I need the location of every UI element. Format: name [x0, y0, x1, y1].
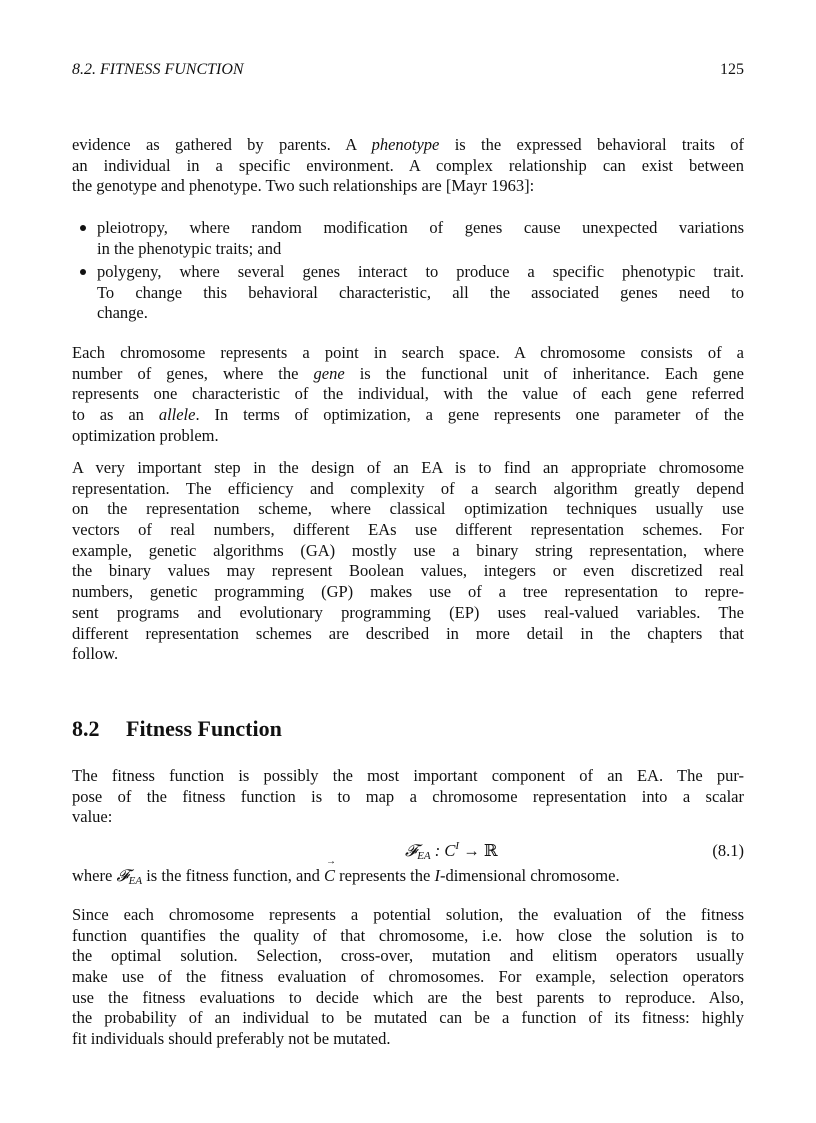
text-line — [97, 303, 744, 324]
text-segment: number of genes, where the — [72, 363, 314, 383]
text-segment: the binary values may represent Boolean values, integers or even discretized real — [72, 561, 744, 581]
text-line — [97, 283, 744, 304]
bullet-icon — [80, 269, 86, 275]
text-segment: pose of the fitness function is to map a chromosome representation into a scalar — [72, 786, 744, 806]
text-segment: . In terms of optimization, a gene represents one parameter of the — [195, 405, 745, 425]
emphasized-term: allele — [158, 405, 196, 425]
paragraph-fitness-role — [72, 905, 744, 1050]
text-line — [72, 541, 744, 562]
text-segment: To change this behavioral characteristic, all the associated genes need to — [97, 282, 744, 302]
text-line — [72, 926, 744, 947]
text-line — [72, 364, 744, 385]
text-segment: an individual in a specific environment. A complex relationship can exist between — [72, 155, 744, 175]
text-segment: optimization problem. — [72, 425, 219, 445]
paragraph-representation — [72, 458, 744, 665]
text-segment: The fitness function is possibly the most important component of an EA. The pur- — [72, 766, 744, 785]
text-line — [72, 405, 744, 426]
text-line — [72, 176, 744, 197]
text-line — [97, 239, 744, 260]
paragraph-chromosome — [72, 343, 744, 446]
text-segment: is the functional unit of inheritance. Each gene — [344, 363, 744, 383]
bullet-polygeny — [97, 262, 744, 324]
where-line: where 𝓕$_{EA}$ is the fitness function, and → C represents the I-dimensional chromosome. — [72, 866, 744, 887]
text-segment: the optimal solution. Selection, cross-over, mutation and elitism operators usually — [72, 946, 744, 966]
text-line — [72, 479, 744, 500]
page-number: 125 — [720, 61, 744, 78]
text-line — [72, 561, 744, 582]
emphasized-term: phenotype — [371, 135, 440, 154]
text-line — [72, 807, 744, 828]
text-line — [72, 156, 744, 177]
section-heading — [72, 716, 282, 742]
text-segment: follow. — [72, 644, 119, 664]
text-segment: to as an — [72, 405, 159, 425]
bullet-icon — [80, 225, 86, 231]
text-segment: the genotype and phenotype. Two such relationships are [Mayr 1963]: — [72, 176, 535, 196]
emphasized-term: gene — [313, 363, 345, 383]
running-header — [72, 61, 744, 79]
text-segment: make use of the fitness evaluation of chromosomes. For example, selection operators — [72, 967, 744, 987]
running-title: 8.2. FITNESS FUNCTION — [72, 61, 244, 78]
text-segment: function quantifies the quality of that chromosome, i.e. how close the solution is to — [72, 925, 744, 945]
text-line — [72, 988, 744, 1009]
text-line — [72, 343, 744, 364]
text-line — [72, 946, 744, 967]
text-line — [72, 644, 744, 665]
text-segment: fit individuals should preferably not be mutated. — [72, 1029, 391, 1049]
text-segment: A very important step in the design of an EA is to find an appropriate chromosome — [72, 458, 744, 477]
text-line — [72, 787, 744, 808]
text-segment: use the fitness evaluations to decide which are the best parents to reproduce. Also, — [72, 987, 744, 1007]
text-segment: sent programs and evolutionary programming (EP) uses real-valued variables. The — [72, 602, 744, 622]
text-line — [97, 218, 744, 239]
text-segment: representation. The efficiency and complexity of a search algorithm greatly depend — [72, 478, 744, 498]
vector-c: → C — [324, 866, 335, 887]
text-line — [72, 1008, 744, 1029]
text-segment: numbers, genetic programming (GP) makes use of a tree representation to repre- — [72, 582, 744, 602]
text-line — [72, 135, 744, 156]
text-segment: the probability of an individual to be mutated can be a function of its fitness: highly — [72, 1008, 744, 1028]
text-line — [72, 967, 744, 988]
text-line — [72, 603, 744, 624]
text-segment: change. — [97, 303, 148, 323]
text-segment: vectors of real numbers, different EAs use different representation schemes. For — [72, 520, 744, 540]
text-segment: in the phenotypic traits; and — [97, 238, 282, 258]
text-line — [72, 458, 744, 479]
section-number: 8.2 — [72, 716, 100, 741]
text-segment: on the representation scheme, where classical optimization techniques usually use — [72, 499, 744, 519]
paragraph-fitness-intro — [72, 766, 744, 828]
text-line — [72, 426, 744, 447]
text-segment: example, genetic algorithms (GA) mostly use a binary string representation, where — [72, 540, 744, 560]
bullet-pleiotropy — [97, 218, 744, 259]
text-segment: Each chromosome represents a point in search space. A chromosome consists of a — [72, 343, 744, 362]
text-line — [72, 624, 744, 645]
text-segment: represents one characteristic of the individual, with the value of each gene referred — [72, 384, 744, 404]
text-line — [72, 1029, 744, 1050]
text-line — [72, 766, 744, 787]
text-segment: value: — [72, 807, 113, 827]
text-line — [72, 905, 744, 926]
section-title: Fitness Function — [126, 716, 282, 741]
equation-8-1 — [72, 840, 744, 861]
paragraph-phenotype — [72, 135, 744, 197]
text-line — [72, 499, 744, 520]
text-line — [72, 582, 744, 603]
text-segment: evidence as gathered by parents. A — [72, 135, 372, 154]
text-segment: polygeny, where several genes interact to produce a specific phenotypic trait. — [97, 262, 744, 281]
text-line — [72, 384, 744, 405]
text-line — [72, 520, 744, 541]
text-line — [97, 262, 744, 283]
equation-formula: 𝓕$_{EA}$ : $C^I$ → ℝ — [405, 840, 498, 862]
text-segment: Since each chromosome represents a potential solution, the evaluation of the fitness — [72, 905, 744, 924]
text-segment: different representation schemes are described in more detail in the chapters that — [72, 623, 744, 643]
text-segment: pleiotropy, where random modification of genes cause unexpected variations — [97, 218, 744, 237]
text-segment: is the expressed behavioral traits of — [439, 135, 744, 154]
equation-number: (8.1) — [712, 841, 744, 860]
